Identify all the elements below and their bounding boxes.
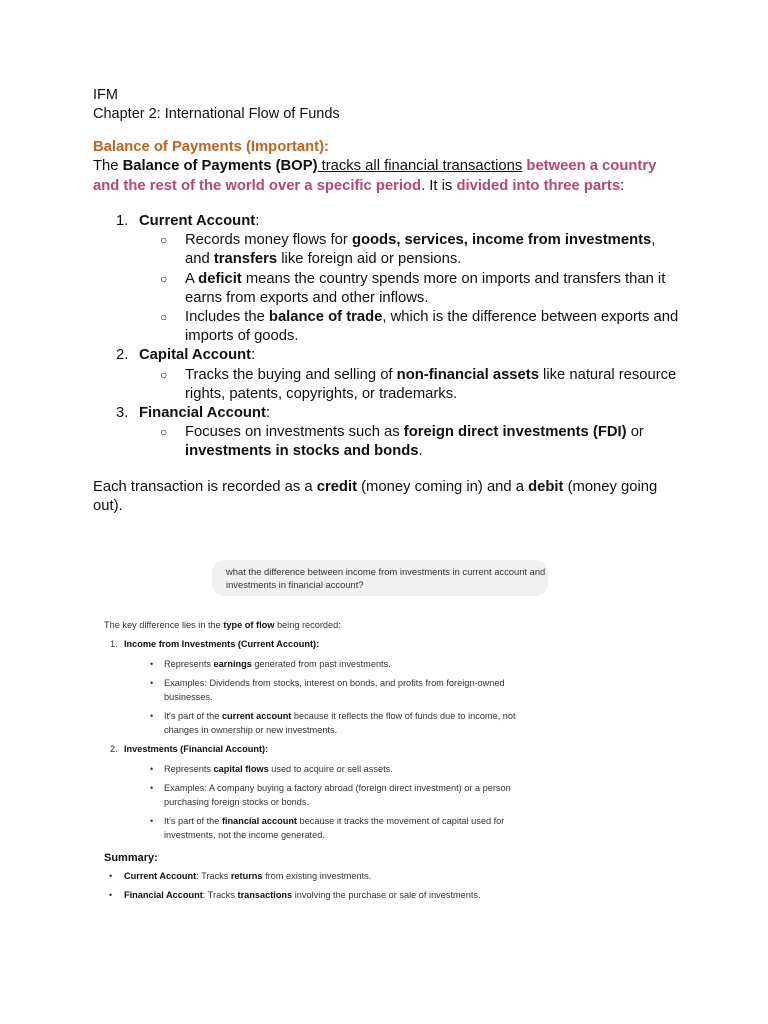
course-label: IFM [93, 87, 118, 103]
list-item: • Represents earnings generated from past investments. [124, 657, 544, 672]
account-item-current: 1. Current Account: ○ Records money flows for goods, services, income from investments, and transfers like foreign aid or pensions. ○ A deficit means the country spends more on imports and transfers than it earns from exports and other inflows. ○ Includes the balance of trade, which is the difference between exports and imports of goods. [93, 212, 683, 346]
account-name: Financial Account [139, 405, 266, 422]
account-item-financial: 3. Financial Account: ○ Focuses on investments such as foreign direct investments (FDI) or investments in stocks and bonds. [93, 404, 683, 462]
accounts-list [93, 212, 683, 462]
circle-bullet-icon: ○ [160, 233, 168, 248]
summary-list [104, 869, 544, 902]
closing-paragraph: Each transaction is recorded as a credit (money coming in) and a debit (money going out). [93, 478, 658, 515]
circle-bullet-icon: ○ [160, 367, 168, 382]
bullet-icon: • [150, 677, 154, 688]
list-item: • It's part of the financial account because it tracks the movement of capital used for investments, not the income generated. [150, 815, 505, 840]
list-item: • Represents capital flows used to acquire or sell assets. [124, 762, 544, 777]
answer-item: 2. Investments (Financial Account): • Represents capital flows used to acquire or sell assets. • Examples: A company buying a factory abroad (foreign direct investment) or a person purchasing foreign stocks or bonds. • It's part of the financial account because it tracks the movement of capital used for investments, not the income generated. [104, 742, 544, 843]
bullet-icon: • [109, 871, 113, 881]
section-title: Balance of Payments (Important): [93, 139, 329, 155]
list-item: • Financial Account: Tracks transactions involving the purchase or sale of investments. [104, 888, 544, 903]
list-item: • Current Account: Tracks returns from existing investments. [104, 869, 544, 884]
list-item: • It's part of the current account because it reflects the flow of funds due to income, not changes in ownership or new investments. [150, 710, 516, 735]
bullet-icon: • [150, 659, 154, 669]
list-item: • Examples: Dividends from stocks, interest on bonds, and profits from foreign-owned businesses. [150, 677, 505, 702]
user-question-bubble: what the difference between income from investments in current account and investments in financial account? [212, 560, 548, 596]
list-item: ○ Tracks the buying and selling of non-financial assets like natural resource rights, patents, copyrights, or trademarks. [160, 366, 677, 402]
answer-lead: The key difference lies in the type of flow being recorded: [104, 620, 341, 630]
document-body [93, 86, 683, 531]
list-item: ○ Focuses on investments such as foreign direct investments (FDI) or investments in stocks and bonds. [160, 424, 644, 460]
list-item: ○ Records money flows for goods, services, income from investments, and transfers like foreign aid or pensions. [160, 232, 656, 268]
list-item: ○ A deficit means the country spends more on imports and transfers than it earns from exports and other inflows. [160, 270, 666, 306]
chapter-title: Chapter 2: International Flow of Funds [93, 106, 340, 122]
summary-title: Summary: [104, 851, 158, 864]
account-name: Capital Account [139, 347, 252, 364]
bullet-icon: • [109, 889, 113, 900]
bullet-icon: • [150, 764, 154, 774]
circle-bullet-icon: ○ [160, 310, 168, 325]
list-item: • Examples: A company buying a factory abroad (foreign direct investment) or a person purchasing foreign stocks or bonds. [150, 782, 511, 807]
bullet-icon: • [150, 782, 154, 793]
bullet-icon: • [150, 710, 154, 721]
circle-bullet-icon: ○ [160, 425, 168, 440]
answer-item: 1. Income from Investments (Current Account): • Represents earnings generated from past investments. • Examples: Dividends from stocks, interest on bonds, and profits from foreign-owned businesses. • It's part of the current account because it reflects the flow of funds due to income, not changes in ownership or new investments. [104, 637, 544, 738]
assistant-answer [104, 618, 544, 906]
circle-bullet-icon: ○ [160, 271, 168, 286]
answer-list [104, 637, 544, 843]
account-name: Current Account [139, 213, 256, 229]
account-item-capital: 2. Capital Account: ○ Tracks the buying and selling of non-financial assets like natural resource rights, patents, copyrights, or trademarks. [93, 346, 683, 404]
bullet-icon: • [150, 815, 154, 826]
list-item: ○ Includes the balance of trade, which is the difference between exports and imports of goods. [160, 309, 679, 345]
bop-intro: The Balance of Payments (BOP) tracks all financial transactions between a country and the rest of the world over a specific period. It is divided into three parts: [93, 158, 657, 194]
